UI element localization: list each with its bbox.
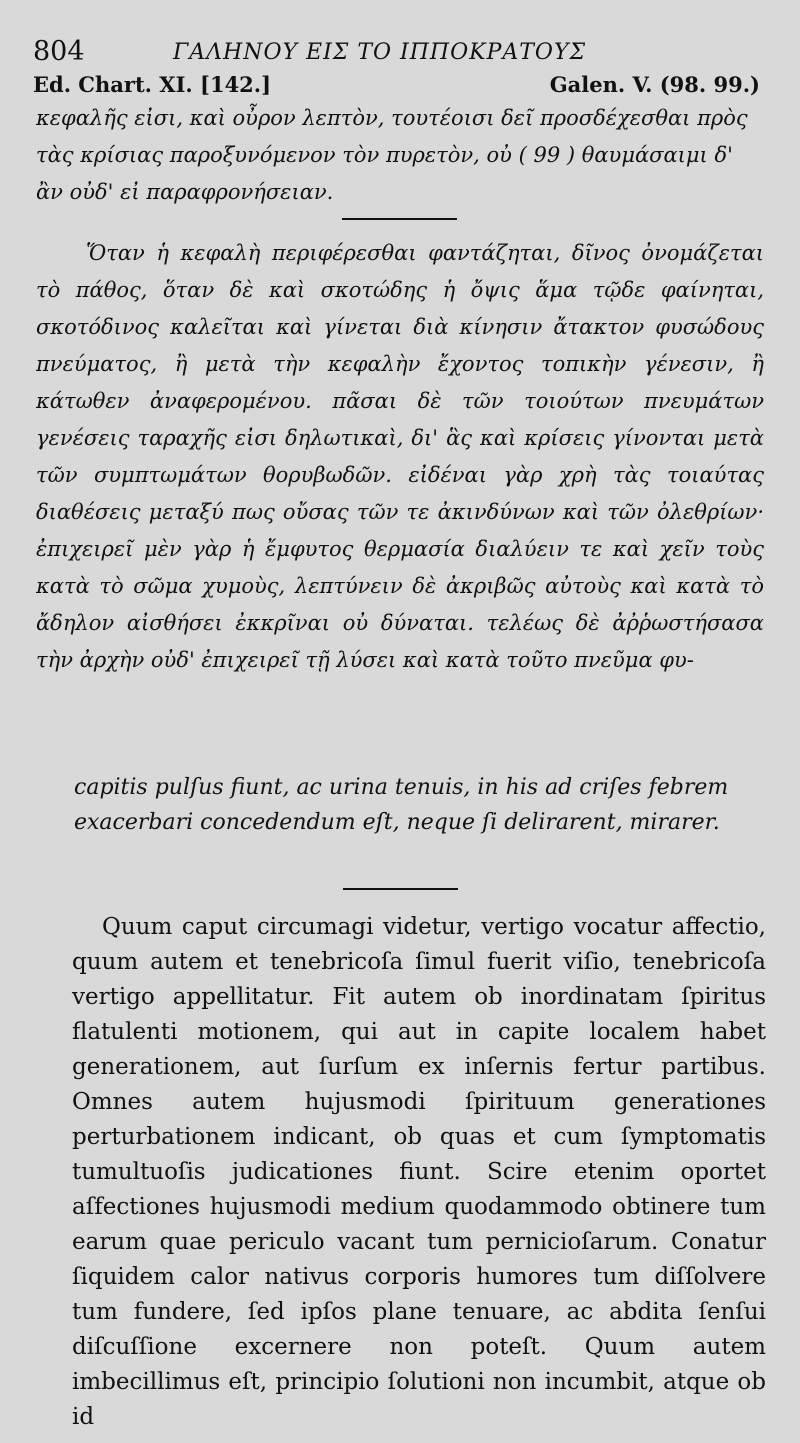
latin-italic-paragraph: capitis pulſus fiunt, ac urina tenuis, in his ad criſes febrem exacerbari concedendum eſt, neque ſi delirarent, mirarer.	[74, 775, 729, 835]
greek-paragraph-2: Ὅταν ἡ κεφαλὴ περιφέρεσθαι φαντάζηται, δῖνος ὀνομάζεται τὸ πάθος, ὅταν δὲ καὶ σκοτώδης ἡ ὄψις ἅμα τῷδε φαίνηται, σκοτόδινος καλεῖται καὶ γίνεται διὰ κίνησιν ἄτακτον φυσώδους πνεύματος, ἢ μετὰ τὴν κεφαλὴν ἔχοντος τοπικὴν γένεσιν, ἢ κάτωθεν ἀναφερομένου. πᾶσαι δὲ τῶν τοιούτων πνευμάτων γενέσεις ταραχῆς εἰσι δηλωτικαὶ, δι' ἃς καὶ κρίσεις γίνονται μετὰ τῶν συμπτωμάτων θορυβωδῶν. εἰδέναι γὰρ χρὴ τὰς τοιαύτας διαθέσεις μεταξύ πως οὔσας τῶν τε ἀκινδύνων καὶ τῶν ὀλεθρίων· ἐπιχειρεῖ μὲν γὰρ ἡ ἔμφυτος θερμασία διαλύειν τε καὶ χεῖν τοὺς κατὰ τὸ σῶμα χυμοὺς, λεπτύνειν δὲ ἀκριβῶς αὐτοὺς καὶ κατὰ τὸ ἄδηλον αἰσθήσει ἐκκρῖναι οὐ δύναται. τελέως δὲ ἀῤῥωστήσασα τὴν ἀρχὴν οὐδ' ἐπιχειρεῖ τῇ λύσει καὶ κατὰ τοῦτο πνεῦμα φυ-	[36, 241, 764, 672]
latin-body-paragraph: Quum caput circumagi videtur, vertigo vocatur affectio, quum autem et tenebricoſa ſimul fuerit viſio, tenebricoſa vertigo appellitatur. Fit autem ob inordinatam ſpiritus flatulenti motionem, qui aut in capite localem habet generationem, aut ſurſum ex inſernis fertur partibus. Omnes autem hujusmodi ſpirituum generationes perturbationem indicant, ob quas et cum ſymptomatis tumultuoſis judicationes fiunt. Scire etenim oportet aſfectiones hujusmodi medium quodammodo obtinere tum earum quae periculo vacant tum pernicioſarum. Conatur ſiquidem calor nativus corporis humores tum diſſolvere tum fundere, ſed ipſos plane tenuare, ac abdita ſenſui diſcuſſione excernere non poteſt. Quum autem imbecillimus eſt, principio ſolutioni non incumbit, atque ob id	[72, 914, 766, 1430]
running-head: ΓΑΛΗΝΟΥ ΕΙΣ ΤΟ ΙΠΠΟΚΡΑΤΟΥΣ	[173, 40, 587, 65]
section-divider	[342, 218, 457, 220]
page-header	[33, 36, 760, 66]
edition-galen-reference: Galen. V. (98. 99.)	[549, 72, 760, 97]
edition-chartier-reference: Ed. Chart. XI. [142.]	[33, 72, 272, 97]
page-number: 804	[33, 36, 85, 67]
section-divider	[343, 888, 458, 890]
greek-paragraph-1: κεφαλῆς εἰσι, καὶ οὖρον λεπτὸν, τουτέοισι δεῖ προσδέχεσθαι πρὸς τὰς κρίσιας παροξυνόμενον τὸν πυρετὸν, οὐ ( 99 ) θαυμάσαιμι δ' ἂν οὐδ' εἰ παραφρονήσειαν.	[36, 106, 748, 204]
edition-reference-row	[33, 72, 760, 98]
